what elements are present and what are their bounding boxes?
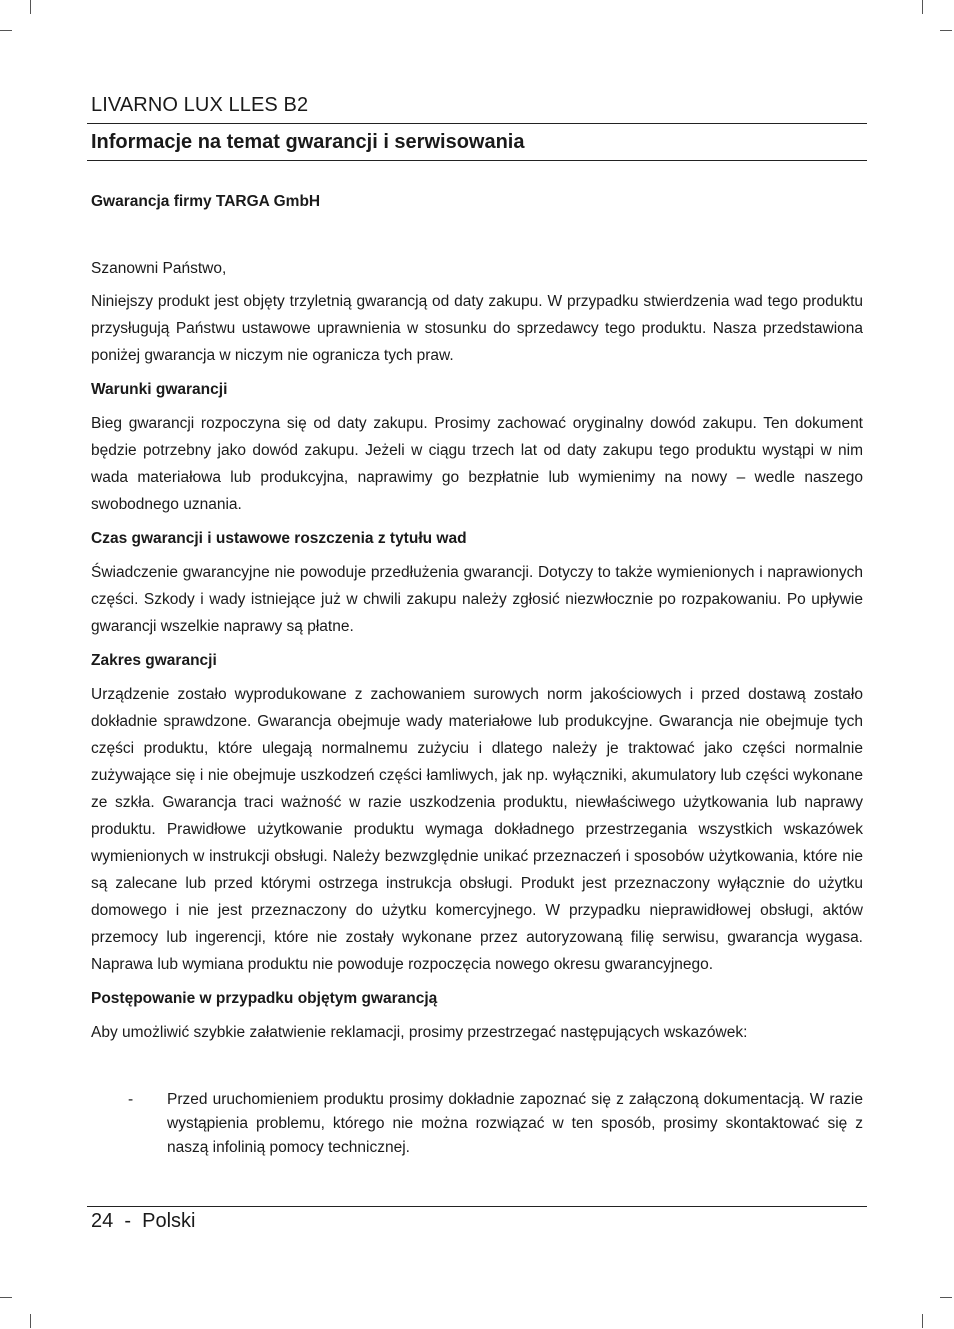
crop-mark	[0, 1297, 12, 1298]
footer-rule	[87, 1206, 867, 1207]
crop-mark	[922, 1314, 923, 1328]
section-heading-procedure: Postępowanie w przypadku objętym gwarancją	[91, 990, 438, 1007]
list-item	[91, 1088, 863, 1160]
greeting: Szanowni Państwo,	[91, 260, 227, 277]
page-title: Informacje na temat gwarancji i serwisowania	[91, 131, 525, 153]
header-rule-top	[87, 123, 867, 124]
product-name: LIVARNO LUX LLES B2	[91, 94, 309, 116]
section-heading-conditions: Warunki gwarancji	[91, 381, 228, 398]
crop-mark	[940, 1297, 952, 1298]
crop-mark	[940, 30, 952, 31]
crop-mark	[922, 0, 923, 14]
intro-paragraph: Niniejszy produkt jest objęty trzyletnią gwarancją od daty zakupu. W przypadku stwierdzenia wad tego produktu przysługują Państwu ustawowe uprawnienia w stosunku do sprzedawcy tego produktu. Nasza przedstawiona poniżej gwarancja w niczym nie ogranicza tych praw.	[91, 293, 863, 364]
section-text-period: Świadczenie gwarancyjne nie powoduje przedłużenia gwarancji. Dotyczy to także wymienionych i naprawionych części. Szkody i wady istniejące już w chwili zakupu należy zgłosić niezwłocznie po rozpakowaniu. Po upływie gwarancji wszelkie naprawy są płatne.	[91, 564, 863, 635]
crop-mark	[30, 0, 31, 14]
section-heading-period: Czas gwarancji i ustawowe roszczenia z tytułu wad	[91, 530, 467, 547]
header-rule-bottom	[87, 160, 867, 161]
page-footer: 24 - Polski	[91, 1210, 196, 1232]
crop-mark	[30, 1314, 31, 1328]
section-text-procedure: Aby umożliwić szybkie załatwienie reklamacji, prosimy przestrzegać następujących wskazówek:	[91, 1024, 748, 1041]
section-text-scope: Urządzenie zostało wyprodukowane z zachowaniem surowych norm jakościowych i przed dostawą zostało dokładnie sprawdzone. Gwarancja obejmuje wady materiałowe lub produkcyjne. Gwarancja nie obejmuje tych części produktu, które ulegają normalnemu zużyciu i dlatego należy je traktować jako części normalnie zużywające się i nie obejmuje uszkodzeń części łamliwych, jak np. wyłączniki, akumulatory lub części wykonane ze szkła. Gwarancja traci ważność w razie uszkodzenia produktu, niewłaściwego użytkowania lub naprawy produktu. Prawidłowe użytkowanie produktu wymaga dokładnego przestrzegania wszystkich wskazówek wymienionych w instrukcji obsługi. Należy bezwzględnie unikać przeznaczeń i sposobów użytkowania, które nie są zalecane lub przed którymi ostrzega instrukcja obsługi. Produkt jest przeznaczony wyłącznie do użytku domowego i nie jest przeznaczony do użytku komercyjnego. W przypadku nieprawidłowej obsługi, aktów przemocy lub ingerencji, które nie zostały wykonane przez autoryzowaną filię serwisu, gwarancja wygasa. Naprawa lub wymiana produktu nie powoduje rozpoczęcia nowego okresu gwarancyjnego.	[91, 686, 863, 973]
list-item-text: Przed uruchomieniem produktu prosimy dokładnie zapoznać się z załączoną dokumentacją. W razie wystąpienia problemu, którego nie można rozwiązać w ten sposób, prosimy skontaktować się z naszą infolinią pomocy technicznej.	[167, 1091, 863, 1156]
crop-mark	[0, 30, 12, 31]
section-heading-scope: Zakres gwarancji	[91, 652, 217, 669]
warranty-heading: Gwarancja firmy TARGA GmbH	[91, 193, 321, 210]
document-body	[91, 188, 863, 1160]
section-text-conditions: Bieg gwarancji rozpoczyna się od daty zakupu. Prosimy zachować oryginalny dowód zakupu. Ten dokument będzie potrzebny jako dowód zakupu. Jeżeli w ciągu trzech lat od daty zakupu tego produktu wystąpi w nim wada materiałowa lub produkcyjna, naprawimy go bezpłatnie lub wymienimy na nowy – wedle naszego swobodnego uznania.	[91, 415, 863, 513]
list-bullet: -	[128, 1091, 134, 1108]
